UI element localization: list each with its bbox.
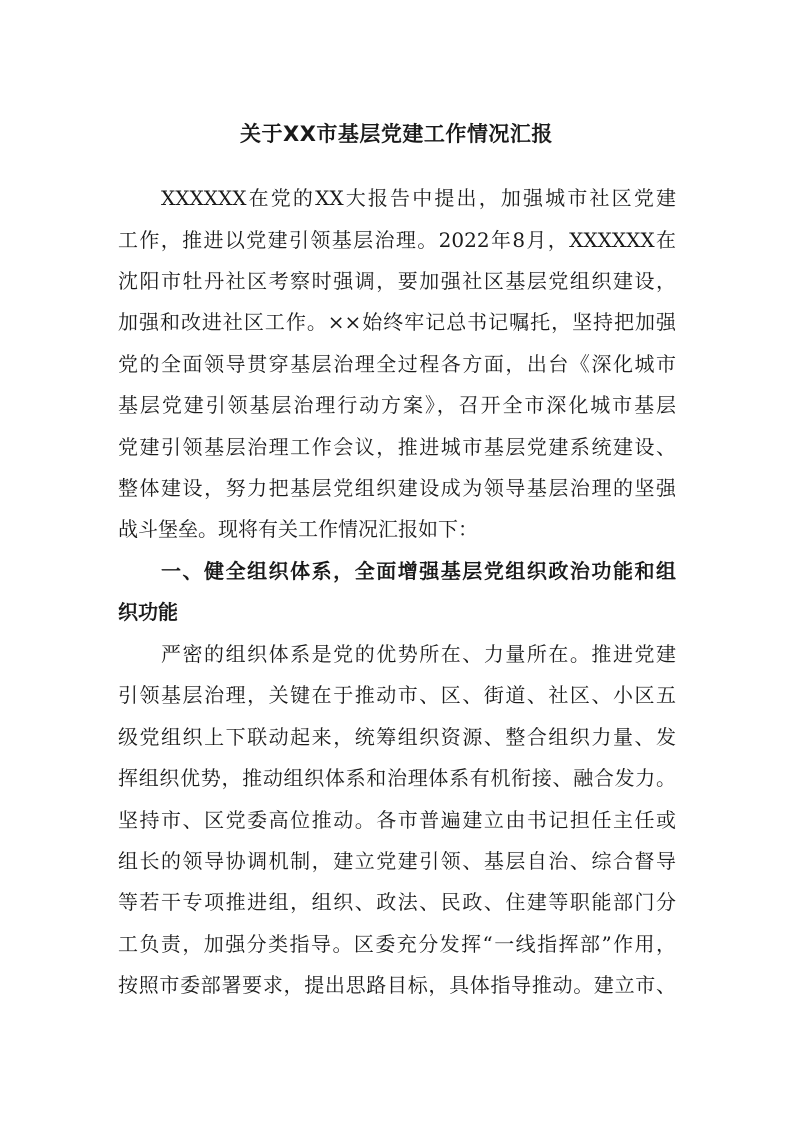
intro-line: XXXXXX在党的XX大报告中提出，加强城市社区党建 xyxy=(161,186,676,210)
section-body-line: 挥组织优势，推动组织体系和治理体系有机衔接、融合发力。 xyxy=(118,766,676,790)
intro-line: 整体建设，努力把基层党组织建设成为领导基层治理的坚强 xyxy=(118,476,676,500)
intro-line: 工作，推进以党建引领基层治理。2022年8月，XXXXXX在 xyxy=(118,228,676,252)
section-body-line: 按照市委部署要求，提出思路目标，具体指导推动。建立市、 xyxy=(118,973,676,997)
intro-line: 沈阳市牡丹社区考察时强调，要加强社区基层党组织建设， xyxy=(118,269,676,293)
section-body-line: 严密的组织体系是党的优势所在、力量所在。推进党建 xyxy=(161,642,676,666)
section-body-line: 工负责，加强分类指导。区委充分发挥“一线指挥部”作用， xyxy=(118,932,676,956)
section-body-line: 组长的领导协调机制，建立党建引领、基层自治、综合督导 xyxy=(118,849,676,873)
intro-line: 加强和改进社区工作。××始终牢记总书记嘱托，坚持把加强 xyxy=(118,310,676,334)
section-body-line: 引领基层治理，关键在于推动市、区、街道、社区、小区五 xyxy=(118,683,676,707)
section-body-line: 等若干专项推进组，组织、政法、民政、住建等职能部门分 xyxy=(118,890,676,914)
document-title: 关于XX市基层党建工作情况汇报 xyxy=(240,122,553,146)
section-body-line: 坚持市、区党委高位推动。各市普遍建立由书记担任主任或 xyxy=(118,808,676,832)
section-heading: 一、健全组织体系，全面增强基层党组织政治功能和组 xyxy=(161,559,676,583)
section-body-line: 级党组织上下联动起来，统筹组织资源、整合组织力量、发 xyxy=(118,725,676,749)
intro-line: 基层党建引领基层治理行动方案》，召开全市深化城市基层 xyxy=(118,393,676,417)
intro-line: 党建引领基层治理工作会议，推进城市基层党建系统建设、 xyxy=(118,435,676,459)
intro-line: 党的全面领导贯穿基层治理全过程各方面，出台《深化城市 xyxy=(118,352,676,376)
intro-line: 战斗堡垒。现将有关工作情况汇报如下： xyxy=(118,517,478,541)
section-heading: 织功能 xyxy=(118,600,178,624)
